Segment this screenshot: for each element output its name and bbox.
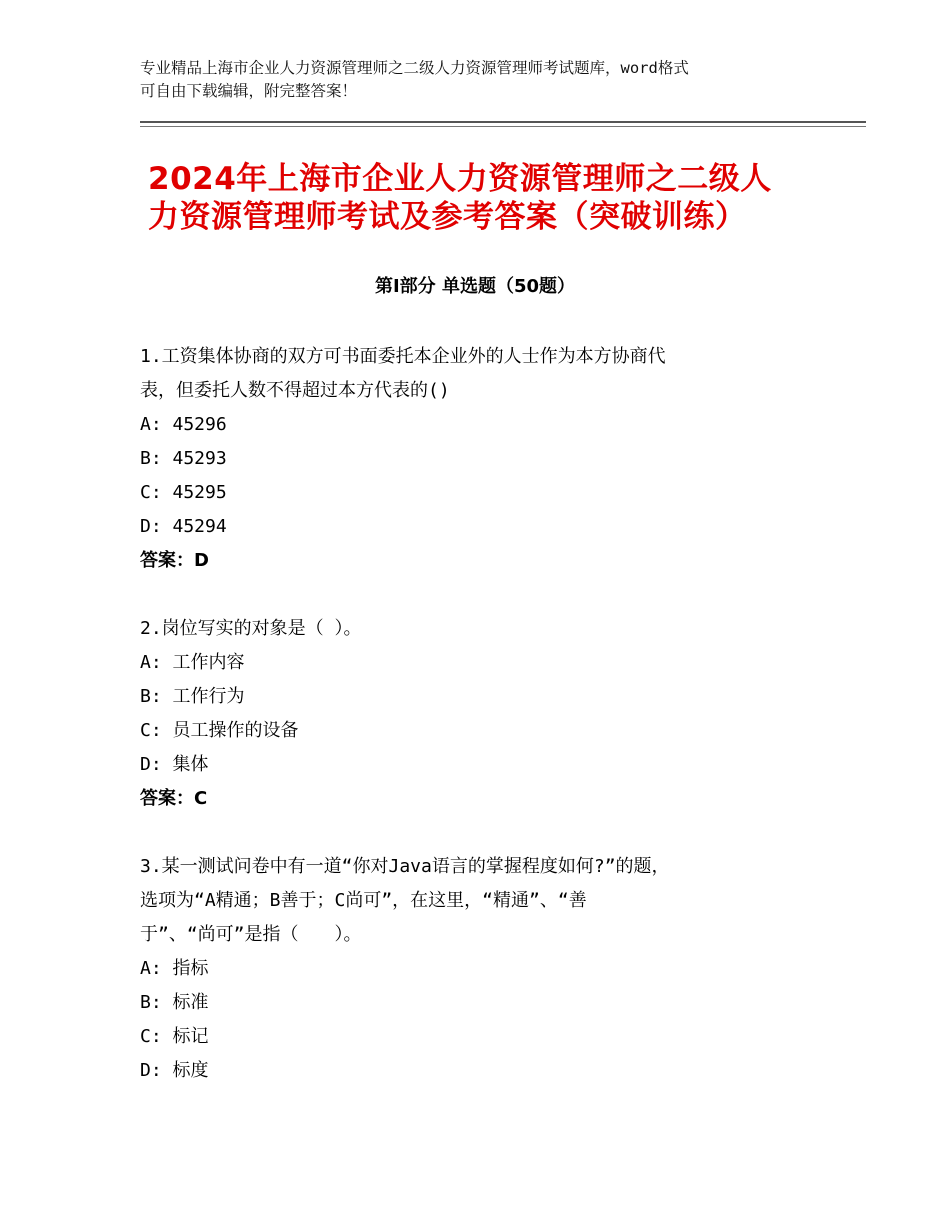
question-stem-line: 2.岗位写实的对象是（ ）。 [140, 618, 362, 639]
option-d: D: 标度 [140, 1060, 209, 1081]
question-1 [140, 340, 800, 578]
header-divider-thick [140, 121, 866, 123]
question-3 [140, 850, 800, 1088]
option-c: C: 45295 [140, 482, 227, 503]
answer-line: 答案：D [140, 550, 209, 571]
header-divider-thin [140, 126, 866, 127]
header-note-line: 专业精品上海市企业人力资源管理师之二级人力资源管理师考试题库，word格式 [140, 59, 689, 77]
question-2 [140, 612, 800, 816]
header-note [140, 57, 820, 103]
option-a: A: 工作内容 [140, 652, 245, 673]
option-a: A: 45296 [140, 414, 227, 435]
option-a: A: 指标 [140, 958, 209, 979]
document-title-line: 2024年上海市企业人力资源管理师之二级人 [148, 161, 772, 197]
option-b: B: 45293 [140, 448, 227, 469]
document-title-line: 力资源管理师考试及参考答案（突破训练） [148, 199, 747, 235]
document-title [148, 160, 848, 236]
section-heading: 第Ⅰ部分 单选题（50题） [374, 276, 575, 297]
option-b: B: 工作行为 [140, 686, 245, 707]
question-stem-line: 1.工资集体协商的双方可书面委托本企业外的人士作为本方协商代 [140, 346, 666, 367]
answer-line: 答案：C [140, 788, 208, 809]
option-b: B: 标准 [140, 992, 209, 1013]
question-stem-line: 3.某一测试问卷中有一道“你对Java语言的掌握程度如何?”的题， [140, 856, 670, 877]
option-c: C: 标记 [140, 1026, 209, 1047]
option-c: C: 员工操作的设备 [140, 720, 299, 741]
option-d: D: 45294 [140, 516, 227, 537]
header-note-line: 可自由下载编辑，附完整答案！ [140, 82, 358, 100]
question-stem-line: 于”、“尚可”是指（ ）。 [140, 924, 362, 945]
question-list [140, 340, 800, 1122]
option-d: D: 集体 [140, 754, 209, 775]
question-stem-line: 表，但委托人数不得超过本方代表的() [140, 380, 450, 401]
question-stem-line: 选项为“A精通；B善于；C尚可”，在这里，“精通”、“善 [140, 890, 587, 911]
